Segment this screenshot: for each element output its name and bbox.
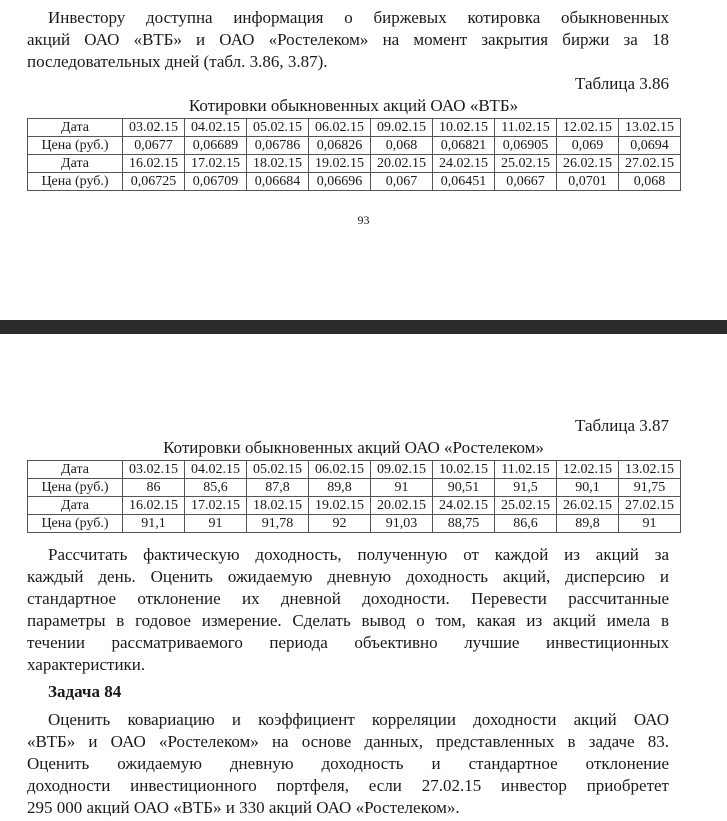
- table-cell: 27.02.15: [619, 497, 681, 515]
- text-line: последовательных дней (табл. 3.86, 3.87).: [27, 52, 328, 71]
- table-cell: 89,8: [557, 515, 619, 533]
- table-row: [28, 497, 681, 515]
- table-cell: 11.02.15: [495, 461, 557, 479]
- task-paragraph: [27, 544, 669, 676]
- text-line: Инвестору доступна информация о биржевых котировка обыкновенных: [48, 8, 669, 27]
- table-cell: 16.02.15: [123, 155, 185, 173]
- page-number: 93: [357, 213, 370, 227]
- table-cell: 0,06696: [309, 173, 371, 191]
- table-cell: 0,069: [557, 137, 619, 155]
- table-row: [28, 155, 681, 173]
- table-cell: 13.02.15: [619, 461, 681, 479]
- table-cell: 0,06709: [185, 173, 247, 191]
- text-line: параметры в годовое измерение. Сделать вывод о том, какая из акций имела в: [27, 611, 669, 630]
- text-line: «ВТБ» и ОАО «Ростелеком» на основе данных, представленных в задаче 83.: [27, 732, 669, 751]
- table-cell: 89,8: [309, 479, 371, 497]
- task-84-paragraph: [27, 709, 669, 819]
- table-cell: 87,8: [247, 479, 309, 497]
- row-header: Цена (руб.): [28, 515, 123, 533]
- table-cell: 0,0667: [495, 173, 557, 191]
- text-line: каждый день. Оценить ожидаемую дневную доходность акций, дисперсию и: [27, 567, 669, 586]
- table-cell: 90,1: [557, 479, 619, 497]
- table-cell: 0,06684: [247, 173, 309, 191]
- page-separator: [0, 320, 727, 334]
- table-cell: 0,0677: [123, 137, 185, 155]
- table-cell: 04.02.15: [185, 119, 247, 137]
- table-cell: 24.02.15: [433, 497, 495, 515]
- table-row: [28, 461, 681, 479]
- table-cell: 0,06451: [433, 173, 495, 191]
- table-cell: 91,1: [123, 515, 185, 533]
- table-cell: 0,06689: [185, 137, 247, 155]
- text-line: Рассчитать фактическую доходность, полученную от каждой из акций за: [48, 545, 669, 564]
- table-cell: 03.02.15: [123, 119, 185, 137]
- table-cell: 18.02.15: [247, 155, 309, 173]
- table-cell: 0,068: [371, 137, 433, 155]
- table-cell: 16.02.15: [123, 497, 185, 515]
- text-line: Оценить ожидаемую дневную доходность и стандартное отклонение: [27, 754, 669, 773]
- row-header: Цена (руб.): [28, 479, 123, 497]
- table-cell: 20.02.15: [371, 497, 433, 515]
- table-title-rostelecom: Котировки обыкновенных акций ОАО «Ростелеком»: [163, 438, 544, 457]
- text-line: характеристики.: [27, 655, 146, 674]
- table-cell: 09.02.15: [371, 119, 433, 137]
- table-title-vtb: Котировки обыкновенных акций ОАО «ВТБ»: [188, 96, 519, 115]
- text-line: течении рассматриваемого периода объективно лучшие инвестиционных: [27, 633, 669, 652]
- table-cell: 0,0694: [619, 137, 681, 155]
- table-cell: 91: [371, 479, 433, 497]
- table-cell: 86: [123, 479, 185, 497]
- rostelecom-quotes-table: [27, 460, 681, 533]
- table-row: [28, 479, 681, 497]
- table-cell: 05.02.15: [247, 119, 309, 137]
- table-cell: 0,06786: [247, 137, 309, 155]
- table-cell: 85,6: [185, 479, 247, 497]
- table-cell: 11.02.15: [495, 119, 557, 137]
- row-header: Цена (руб.): [28, 173, 123, 191]
- table-cell: 91: [185, 515, 247, 533]
- table-cell: 12.02.15: [557, 119, 619, 137]
- table-cell: 20.02.15: [371, 155, 433, 173]
- table-cell: 0,06821: [433, 137, 495, 155]
- row-header: Дата: [28, 497, 123, 515]
- table-cell: 17.02.15: [185, 497, 247, 515]
- table-cell: 0,067: [371, 173, 433, 191]
- table-cell: 91: [619, 515, 681, 533]
- table-cell: 0,06725: [123, 173, 185, 191]
- table-cell: 04.02.15: [185, 461, 247, 479]
- row-header: Дата: [28, 461, 123, 479]
- text-line: акций ОАО «ВТБ» и ОАО «Ростелеком» на момент закрытия биржи за 18: [27, 30, 669, 49]
- table-cell: 26.02.15: [557, 497, 619, 515]
- table-cell: 91,75: [619, 479, 681, 497]
- table-cell: 05.02.15: [247, 461, 309, 479]
- table-cell: 25.02.15: [495, 497, 557, 515]
- table-cell: 09.02.15: [371, 461, 433, 479]
- table-cell: 0,0701: [557, 173, 619, 191]
- table-cell: 13.02.15: [619, 119, 681, 137]
- table-cell: 88,75: [433, 515, 495, 533]
- table-cell: 0,06905: [495, 137, 557, 155]
- table-cell: 86,6: [495, 515, 557, 533]
- table-cell: 19.02.15: [309, 155, 371, 173]
- table-cell: 92: [309, 515, 371, 533]
- text-line: доходности инвестиционного портфеля, если 27.02.15 инвестор приобретет: [27, 776, 669, 795]
- table-cell: 25.02.15: [495, 155, 557, 173]
- table-row: [28, 119, 681, 137]
- vtb-quotes-table: [27, 118, 681, 191]
- table-cell: 10.02.15: [433, 461, 495, 479]
- text-line: Оценить ковариацию и коэффициент корреляции доходности акций ОАО: [48, 710, 669, 729]
- row-header: Цена (руб.): [28, 137, 123, 155]
- table-cell: 27.02.15: [619, 155, 681, 173]
- table-cell: 06.02.15: [309, 461, 371, 479]
- task-84-heading: Задача 84: [48, 682, 122, 701]
- table-cell: 90,51: [433, 479, 495, 497]
- table-cell: 10.02.15: [433, 119, 495, 137]
- table-cell: 91,78: [247, 515, 309, 533]
- text-line: 295 000 акций ОАО «ВТБ» и 330 акций ОАО «Ростелеком».: [27, 798, 460, 817]
- table-cell: 17.02.15: [185, 155, 247, 173]
- table-cell: 12.02.15: [557, 461, 619, 479]
- table-label-3-87: Таблица 3.87: [575, 416, 669, 435]
- table-cell: 06.02.15: [309, 119, 371, 137]
- table-cell: 03.02.15: [123, 461, 185, 479]
- table-row: [28, 515, 681, 533]
- row-header: Дата: [28, 155, 123, 173]
- table-cell: 0,068: [619, 173, 681, 191]
- table-cell: 19.02.15: [309, 497, 371, 515]
- row-header: Дата: [28, 119, 123, 137]
- table-cell: 24.02.15: [433, 155, 495, 173]
- table-cell: 91,5: [495, 479, 557, 497]
- table-cell: 91,03: [371, 515, 433, 533]
- table-cell: 0,06826: [309, 137, 371, 155]
- text-line: стандартное отклонение их дневной доходности. Перевести рассчитанные: [27, 589, 669, 608]
- table-label-3-86: Таблица 3.86: [575, 74, 669, 93]
- table-cell: 26.02.15: [557, 155, 619, 173]
- intro-paragraph: [27, 7, 669, 73]
- table-cell: 18.02.15: [247, 497, 309, 515]
- table-row: [28, 137, 681, 155]
- table-row: [28, 173, 681, 191]
